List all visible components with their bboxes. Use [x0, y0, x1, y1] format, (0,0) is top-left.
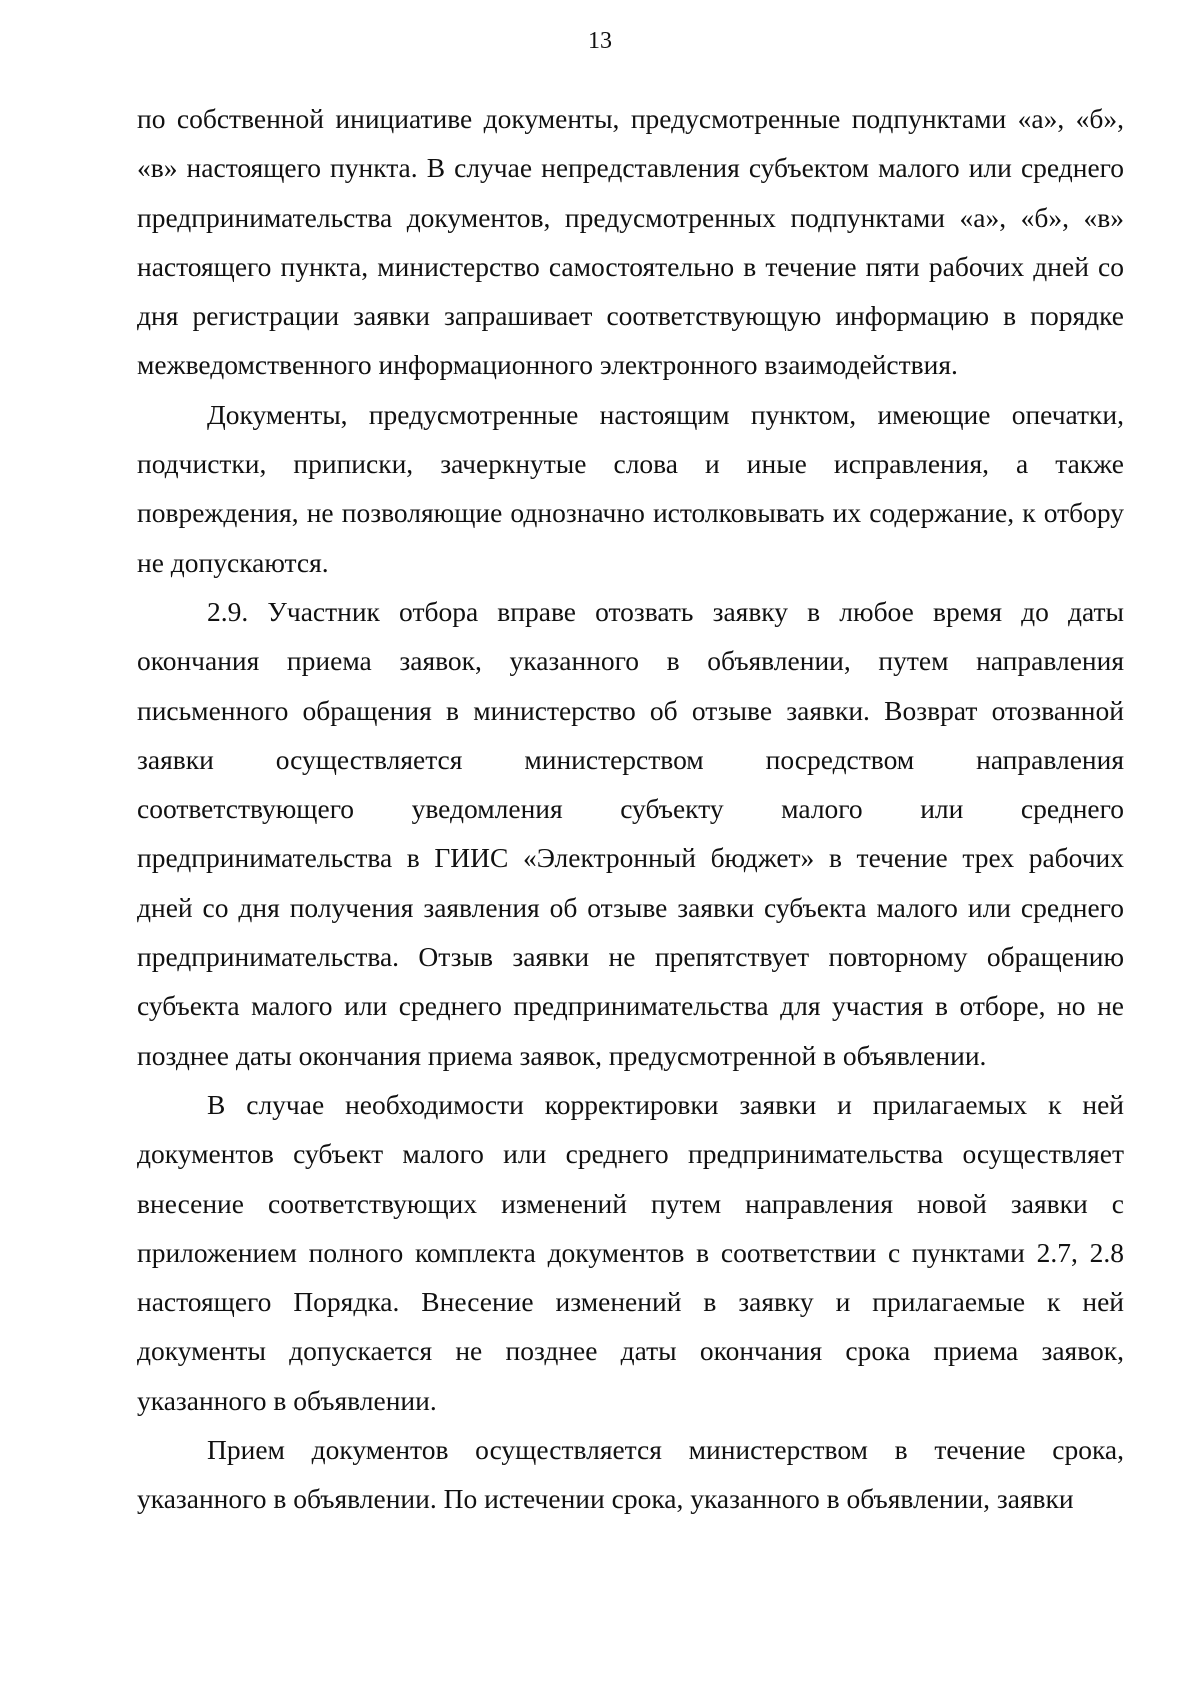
paragraph-application-correction: В случае необходимости корректировки заявки и прилагаемых к ней документов субъект малого или среднего предпринимательства осуществляет внесение соответствующих изменений путем направления новой заявки с приложением полного комплекта документов в соответствии с пунктами 2.7, 2.8 настоящего Порядка. Внесение изменений в заявку и прилагаемые к ней документы допускается не позднее даты окончания срока приема заявок, указанного в объявлении.: [137, 1088, 1124, 1416]
paragraph-document-defects: Документы, предусмотренные настоящим пунктом, имеющие опечатки, подчистки, приписки, зачеркнутые слова и иные исправления, а также повреждения, не позволяющие однозначно истолковывать их содержание, к отбору не допускаются.: [137, 398, 1124, 578]
page-number: 13: [588, 28, 612, 54]
document-body: [137, 94, 1124, 1524]
paragraph-section-2-9: 2.9. Участник отбора вправе отозвать заявку в любое время до даты окончания приема заявок, указанного в объявлении, путем направления письменного обращения в министерство об отзыве заявки. Возврат отозванной заявки осуществляется министерством посредством направления соответствующего уведомления субъекту малого или среднего предпринимательства в ГИИС «Электронный бюджет» в течение трех рабочих дней со дня получения заявления об отзыве заявки субъекта малого или среднего предпринимательства. Отзыв заявки не препятствует повторному обращению субъекта малого или среднего предпринимательства для участия в отборе, но не позднее даты окончания приема заявок, предусмотренной в объявлении.: [137, 595, 1124, 1071]
paragraph-continuation: по собственной инициативе документы, предусмотренные подпунктами «а», «б», «в» настоящего пункта. В случае непредставления субъектом малого или среднего предпринимательства документов, предусмотренных подпунктами «а», «б», «в» настоящего пункта, министерство самостоятельно в течение пяти рабочих дней со дня регистрации заявки запрашивает соответствующую информацию в порядке межведомственного информационного электронного взаимодействия.: [137, 103, 1124, 381]
paragraph-document-acceptance: Прием документов осуществляется министерством в течение срока, указанного в объявлении. По истечении срока, указанного в объявлении, заявки: [137, 1434, 1124, 1515]
